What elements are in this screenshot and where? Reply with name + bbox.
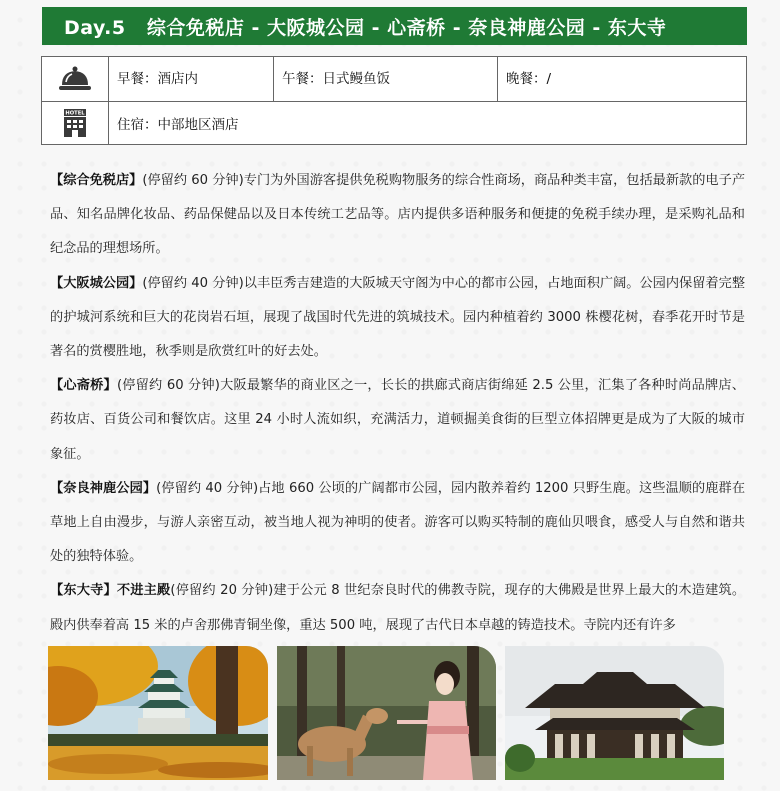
paragraph-body: (停留约 60 分钟)专门为外国游客提供免税购物服务的综合性商场，商品种类丰富，包括最新款的电子产品、知名品牌化妆品、药品保健品以及日本传统工艺品等。店内提供多语种服务和便捷的免税手续办理，是采购礼品和纪念品的理想场所。: [50, 173, 746, 257]
dinner-text: 晚餐：/: [506, 71, 552, 87]
paragraph-nara-park: [50, 472, 745, 575]
hotel-icon: [62, 108, 88, 138]
osaka-castle-photo: [48, 646, 268, 780]
todaiji-photo: [505, 646, 724, 780]
paragraph-body: (停留约 40 分钟)以丰臣秀吉建造的大阪城天守阁为中心的都市公园，占地面积广阔。公园内保留着完整的护城河系统和巨大的花岗岩石垣，展现了战国时代先进的筑城技术。园内种植着约 3000 株樱花树，春季花开时节是著名的赏樱胜地，秋季则是欣赏红叶的好去处。: [50, 275, 746, 360]
hotel-icon-cell: [42, 101, 109, 144]
hotel-cell: [109, 101, 746, 144]
paragraph-heading: 【综合免税店】: [50, 173, 143, 188]
lunch-cell: [274, 57, 498, 101]
paragraph-body: (停留约 60 分钟)大阪最繁华的商业区之一，长长的拱廊式商店街绵延 2.5 公里，汇集了各种时尚品牌店、药妆店、百货公司和餐饮店。这里 24 小时人流如织，充满活力，道顿掘美食街的巨型立体招牌更是成为了大阪的城市象征。: [50, 378, 745, 462]
paragraph-body: (停留约 40 分钟)占地 660 公顷的广阔都市公园，园内散养着约 1200 只野生鹿。这些温顺的鹿群在草地上自由漫步，与游人亲密互动，被当地人视为神明的使者。游客可以购买特制的鹿仙贝喂食，感受人与自然和谐共处的独特体验。: [50, 480, 746, 565]
kimono-woman-feeding-deer-photo-icon: [277, 646, 496, 780]
paragraph-shinsaibashi: [50, 369, 745, 472]
paragraph-heading: 【奈良神鹿公园】: [50, 480, 157, 496]
paragraph-todaiji: [50, 574, 745, 642]
dinner-cell: [498, 57, 746, 101]
paragraph-osaka-castle: [50, 267, 745, 370]
nara-deer-photo: [277, 646, 496, 780]
paragraph-duty-free: [50, 164, 745, 267]
cloche-icon: [58, 66, 92, 92]
meal-hotel-table: [41, 56, 747, 145]
day-title: Day.5 综合免税店 - 大阪城公园 - 心斋桥 - 奈良神鹿公园 - 东大寺: [64, 16, 667, 39]
breakfast-text: 早餐：酒店内: [117, 71, 198, 87]
osaka-castle-autumn-photo-icon: [48, 646, 268, 780]
paragraph-body: (停留约 20 分钟)建于公元 8 世纪奈良时代的佛教寺院，现存的大佛殿是世界上最大的木造建筑。殿内供奉着高 15 米的卢舍那佛青铜坐像，重达 500 吨，展现了古代日本卓越的铸造技术。寺院内还有许多: [50, 583, 746, 633]
paragraph-heading: 【东大寺】不进主殿: [50, 583, 171, 599]
todaiji-temple-photo-icon: [505, 646, 724, 780]
meal-icon-cell: [42, 57, 109, 101]
hotel-text: 住宿：中部地区酒店: [117, 116, 239, 133]
paragraph-heading: 【心斋桥】: [50, 378, 117, 394]
hotel-row: [42, 101, 746, 144]
breakfast-cell: [109, 57, 274, 101]
meal-row: [42, 57, 746, 102]
itinerary-description: [50, 164, 745, 643]
hotel-icon-label: HOTEL: [65, 110, 85, 117]
day-title-bar: [42, 7, 747, 45]
paragraph-heading: 【大阪城公园】: [50, 275, 143, 291]
lunch-text: 午餐：日式鳗鱼饭: [282, 71, 390, 87]
